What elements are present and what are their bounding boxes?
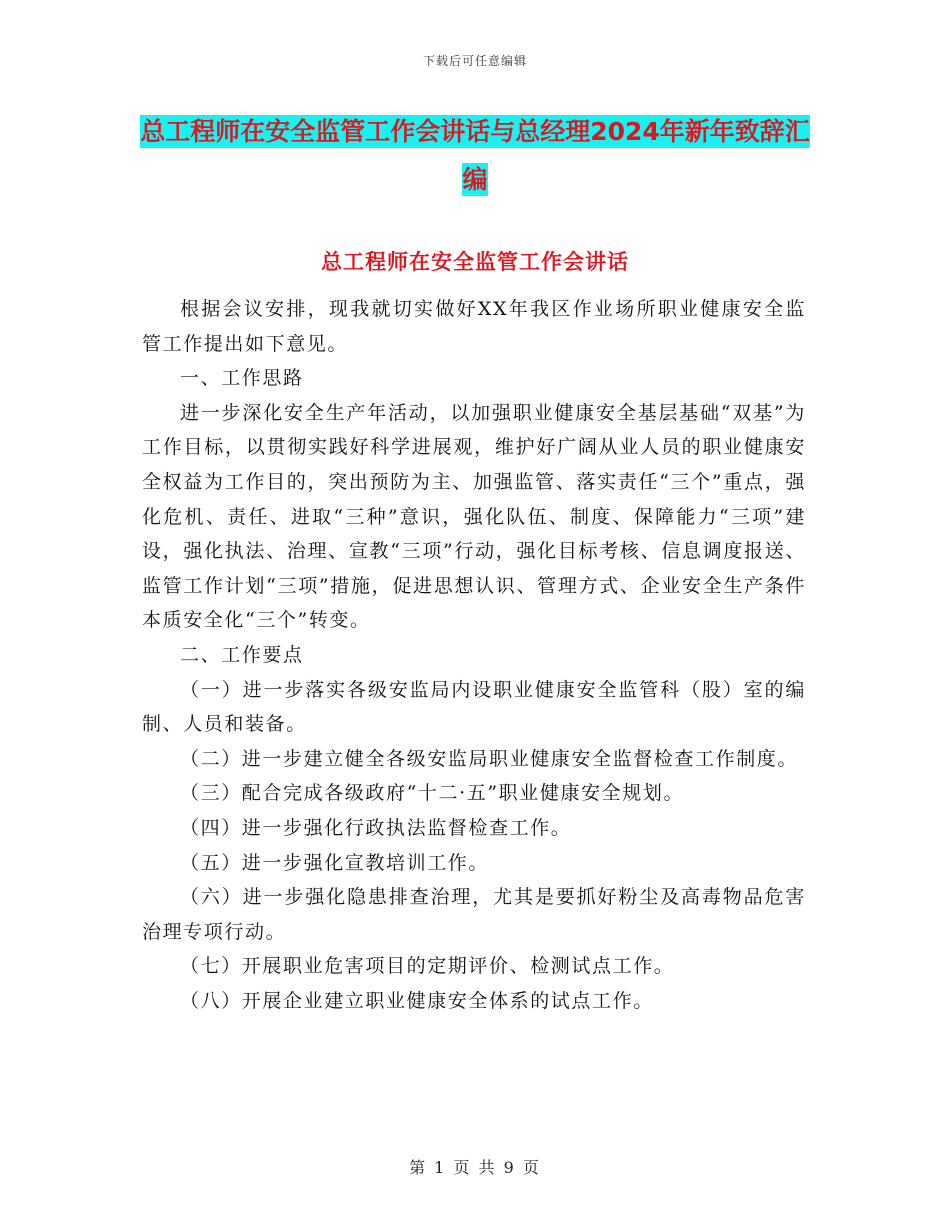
paragraph: （六）进一步强化隐患排查治理，尤其是要抓好粉尘及高毒物品危害治理专项行动。 bbox=[142, 886, 806, 943]
paragraph: （八）开展企业建立职业健康安全体系的试点工作。 bbox=[180, 989, 654, 1012]
paragraph: 一、工作思路 bbox=[180, 367, 304, 390]
paragraph: （四）进一步强化行政执法监督检查工作。 bbox=[180, 816, 572, 839]
paragraph: 进一步深化安全生产年活动，以加强职业健康安全基层基础“双基”为工作目标，以贯彻实践好科学进展观，维护好广阔从业人员的职业健康安全权益为工作目的，突出预防为主、加强监管、落实责任“三个”重点，强化危机、责任、进取“三种”意识，强化队伍、制度、保障能力“三项”建设，强化执法、治理、宣教“三项”行动，强化目标考核、信息调度报送、监管工作计划“三项”措施，促进思想认识、管理方式、企业安全生产条件本质安全化“三个”转变。 bbox=[142, 401, 806, 632]
document-body bbox=[142, 292, 806, 1018]
header-note: 下载后可任意编辑 bbox=[422, 54, 527, 68]
page-footer: 第 1 页 共 9 页 bbox=[409, 1158, 541, 1177]
paragraph: 根据会议安排，现我就切实做好XX年我区作业场所职业健康安全监管工作提出如下意见。 bbox=[142, 298, 806, 355]
paragraph: （二）进一步建立健全各级安监局职业健康安全监督检查工作制度。 bbox=[180, 747, 799, 770]
paragraph: （七）开展职业危害项目的定期评价、检测试点工作。 bbox=[180, 955, 675, 978]
paragraph: 二、工作要点 bbox=[180, 643, 304, 666]
paragraph: （一）进一步落实各级安监局内设职业健康安全监管科（股）室的编制、人员和装备。 bbox=[142, 678, 806, 736]
document-title-text: 总工程师在安全监管工作会讲话与总经理2024年新年致辞汇编 bbox=[140, 117, 810, 194]
document-title bbox=[140, 108, 810, 204]
section-title: 总工程师在安全监管工作会讲话 bbox=[321, 250, 629, 274]
paragraph: （三）配合完成各级政府“十二·五”职业健康安全规划。 bbox=[180, 782, 685, 805]
paragraph: （五）进一步强化宣教培训工作。 bbox=[180, 851, 490, 874]
